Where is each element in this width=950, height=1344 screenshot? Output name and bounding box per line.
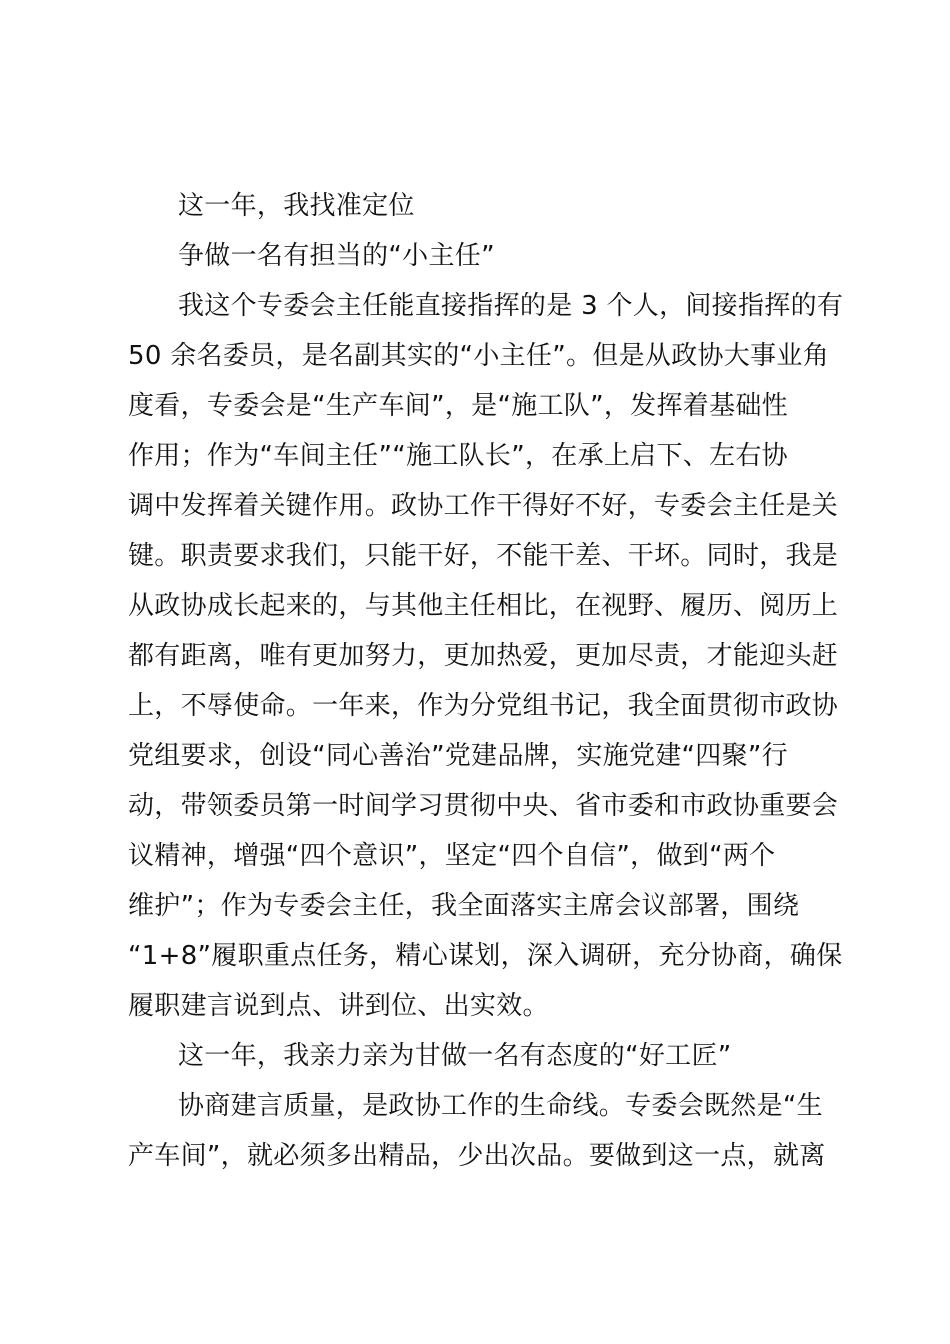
paragraph-line: 党组要求，创设“同心善治”党建品牌，实施党建“四聚”行 <box>128 741 788 771</box>
paragraph-line: 我这个专委会主任能直接指挥的是 3 个人，间接指挥的有 <box>178 291 844 321</box>
paragraph-line: 维护”；作为专委会主任，我全面落实主席会议部署，围绕 <box>128 891 800 921</box>
paragraph-line: “1+8”履职重点任务，精心谋划，深入调研，充分协商，确保 <box>128 941 843 971</box>
paragraph-line: 协商建言质量，是政协工作的生命线。专委会既然是“生 <box>178 1091 823 1121</box>
paragraph-line: 履职建言说到点、讲到位、出实效。 <box>128 991 549 1021</box>
paragraph-line: 动，带领委员第一时间学习贯彻中央、省市委和市政协重要会 <box>128 791 839 821</box>
section-heading-1: 这一年，我找准定位 <box>178 191 415 221</box>
paragraph-line: 从政协成长起来的，与其他主任相比，在视野、履历、阅历上 <box>128 591 839 621</box>
paragraph-line: 上，不辱使命。一年来，作为分党组书记，我全面贯彻市政协 <box>128 691 839 721</box>
paragraph-line: 作用；作为“车间主任”“施工队长”，在承上启下、左右协 <box>128 441 788 471</box>
paragraph-line: 50 余名委员，是名副其实的“小主任”。但是从政协大事业角 <box>128 341 829 371</box>
paragraph-line: 度看，专委会是“生产车间”，是“施工队”，发挥着基础性 <box>128 391 788 421</box>
paragraph-line: 都有距离，唯有更加努力，更加热爱，更加尽责，才能迎头赶 <box>128 641 839 671</box>
section-heading-2: 这一年，我亲力亲为甘做一名有态度的“好工匠” <box>178 1041 732 1071</box>
paragraph-line: 议精神，增强“四个意识”，坚定“四个自信”，做到“两个 <box>128 841 776 871</box>
paragraph-line: 产车间”，就必须多出精品，少出次品。要做到这一点，就离 <box>128 1141 826 1171</box>
section-subheading-1: 争做一名有担当的“小主任” <box>178 241 495 271</box>
paragraph-line: 调中发挥着关键作用。政协工作干得好不好，专委会主任是关 <box>128 491 839 521</box>
paragraph-line: 键。职责要求我们，只能干好，不能干差、干坏。同时，我是 <box>128 541 839 571</box>
